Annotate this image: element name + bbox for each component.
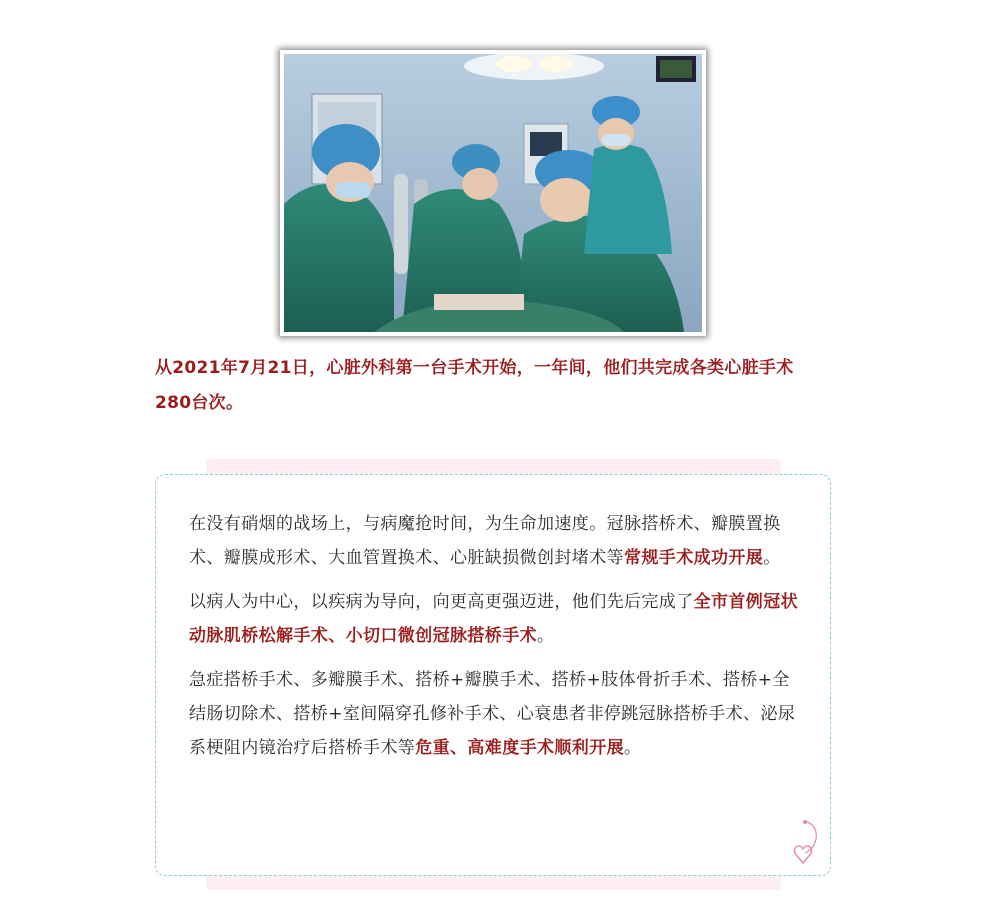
paragraph-complex-surgery (189, 663, 805, 765)
paragraph-tail: 。 (763, 548, 781, 568)
caption-line-2: 280台次。 (155, 393, 244, 413)
paragraph-highlight: 全市首例冠状动脉肌桥松解手术、小切口微创冠脉搭桥手术 (189, 592, 799, 646)
caption-line-1: 从2021年7月21日，心脏外科第一台手术开始，一年间，他们共完成各类心脏手术 (155, 358, 794, 378)
surgery-photo (280, 50, 706, 336)
surgery-photo-illustration (284, 54, 702, 332)
paragraph-text: 急症搭桥手术、多瓣膜手术、搭桥+瓣膜手术、搭桥+肢体骨折手术、搭桥+全结肠切除术、搭桥+室间隔穿孔修补手术、心衰患者非停跳冠脉搭桥手术、泌尿系梗阻内镜治疗后搭桥手术等 (189, 670, 796, 758)
paragraph-highlight: 危重、高难度手术顺利开展 (415, 738, 625, 758)
heart-stethoscope-icon (788, 819, 822, 869)
card-body (189, 507, 805, 775)
paragraph-first-cases (189, 585, 805, 653)
paragraph-tail: 。 (624, 738, 642, 758)
photo-caption (155, 351, 845, 421)
achievement-card (155, 474, 831, 876)
paragraph-text: 在没有硝烟的战场上，与病魔抢时间，为生命加速度。冠脉搭桥术、瓣膜置换术、瓣膜成形术、大血管置换术、心脏缺损微创封堵术等 (189, 514, 781, 568)
paragraph-text: 以病人为中心，以疾病为导向，向更高更强迈进，他们先后完成了 (189, 592, 694, 612)
paragraph-routine-surgery (189, 507, 805, 575)
paragraph-tail: 。 (537, 626, 555, 646)
paragraph-highlight: 常规手术成功开展 (624, 548, 764, 568)
